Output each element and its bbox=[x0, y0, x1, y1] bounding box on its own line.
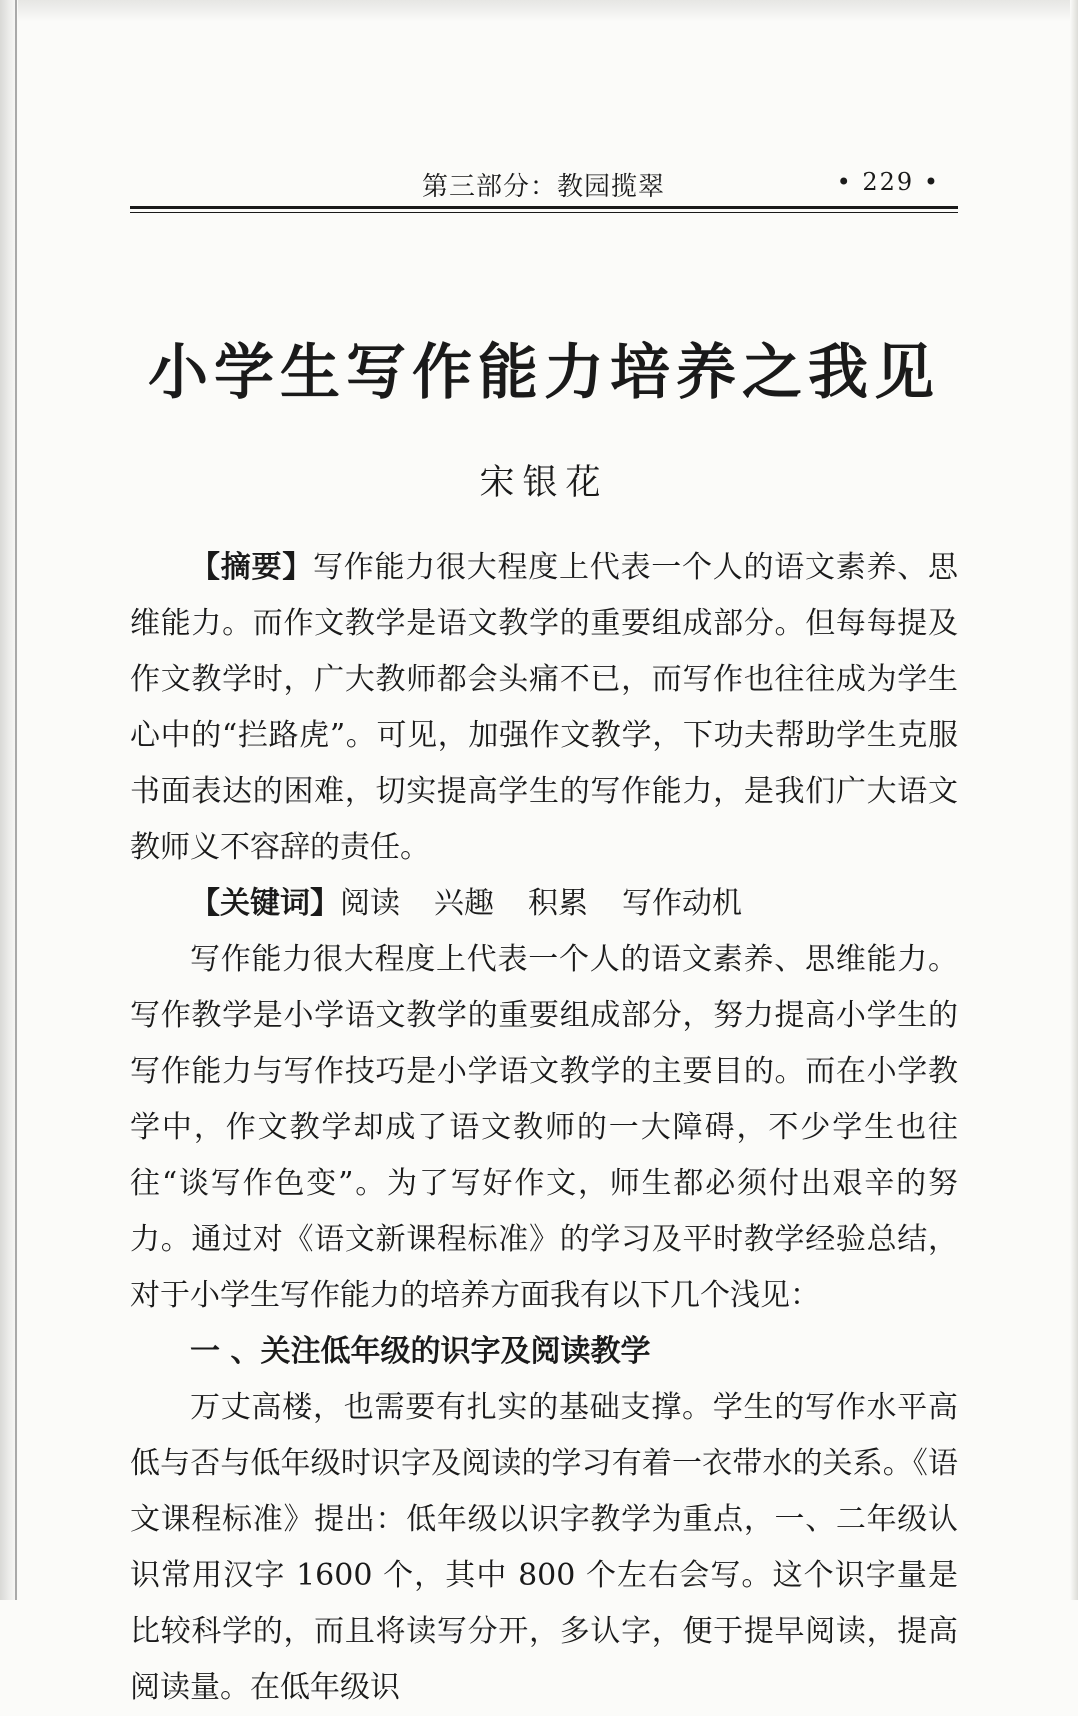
page-edge-line bbox=[15, 0, 17, 1600]
article-body bbox=[130, 540, 958, 1716]
abstract-text: 写作能力很大程度上代表一个人的语文素养、思维能力。而作文教学是语文教学的重要组成部分。但每每提及作文教学时，广大教师都会头痛不已，而写作也往往成为学生心中的“拦路虎”。可见，加强作文教学，下功夫帮助学生克服书面表达的困难，切实提高学生的写作能力，是我们广大语文教师义不容辞的责任。 bbox=[130, 550, 958, 865]
keyword: 积累 bbox=[528, 886, 588, 921]
intro-paragraph: 写作能力很大程度上代表一个人的语文素养、思维能力。写作教学是小学语文教学的重要组成部分，努力提高小学生的写作能力与写作技巧是小学语文教学的主要目的。而在小学教学中，作文教学却成了语文教师的一大障碍，不少学生也往往“谈写作色变”。为了写好作文，师生都必须付出艰辛的努力。通过对《语文新课程标准》的学习及平时教学经验总结，对于小学生写作能力的培养方面我有以下几个浅见： bbox=[130, 942, 958, 1313]
header-section-title: 第三部分：教园揽翠 bbox=[422, 172, 666, 202]
header-rule-thick bbox=[130, 206, 958, 209]
section-paragraph: 万丈高楼，也需要有扎实的基础支撑。学生的写作水平高低与否与低年级时识字及阅读的学习有着一衣带水的关系。《语文课程标准》提出：低年级以识字教学为重点，一、二年级认识常用汉字 1600 个，其中 800 个左右会写。这个识字量是比较科学的，而且将读写分开，多认字，便于提早阅读，提高阅读量。在低年级识 bbox=[130, 1390, 958, 1705]
scan-shadow-top bbox=[0, 0, 1078, 22]
keyword: 兴趣 bbox=[434, 886, 494, 921]
scan-shadow-right bbox=[1070, 0, 1078, 1600]
abstract-paragraph bbox=[130, 540, 958, 876]
keyword: 阅读 bbox=[340, 886, 400, 921]
keyword: 写作动机 bbox=[622, 886, 742, 921]
page-number: • 229 • bbox=[836, 168, 940, 196]
section-heading: 一 、关注低年级的识字及阅读教学 bbox=[190, 1334, 651, 1369]
abstract-label: 【摘要】 bbox=[190, 550, 313, 585]
running-header bbox=[130, 160, 958, 210]
article-title: 小学生写作能力培养之我见 bbox=[148, 338, 940, 408]
keywords-label: 【关键词】 bbox=[190, 886, 340, 921]
header-rule-thin bbox=[130, 212, 958, 213]
author-name: 宋银花 bbox=[479, 463, 609, 503]
keywords-paragraph bbox=[130, 876, 958, 932]
